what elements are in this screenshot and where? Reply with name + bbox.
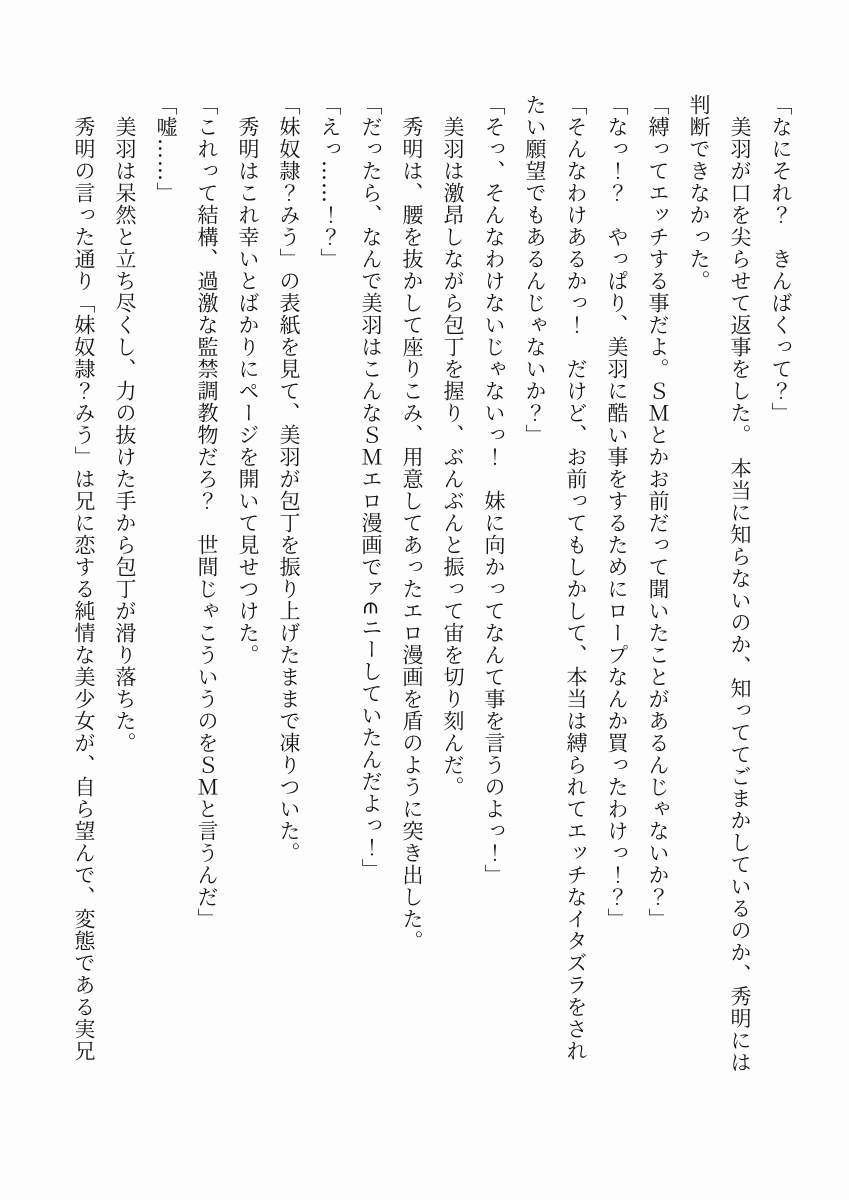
paragraph-4: 「なっ！？ やっぱり、美羽に酷い事をするためにロープなんか買ったわけっ！？」 <box>605 94 629 930</box>
paragraph-7: 美羽は激昂しながら包丁を握り、ぶんぶんと振って宙を切り刻んだ。 <box>441 116 465 798</box>
paragraph-1: 「なにそれ？ きんばくって？」 <box>769 94 793 424</box>
paragraph-9: 「だったら、なんで美羽はこんなＳＭエロ漫画でァ∈ニーしていたんだよっ！」 <box>359 94 383 881</box>
paragraph-12: 秀明はこれ幸いとばかりにページを開いて見せつけた。 <box>236 116 260 666</box>
paragraph-11: 「妹奴隷？みう」の表紙を見て、美羽が包丁を振り上げたままで凍りついた。 <box>277 94 301 864</box>
paragraph-16: 秀明の言った通り「妹奴隷？みう」は兄に恋する純情な美少女が、自ら望んで、変態である実兄 <box>72 116 96 1062</box>
paragraph-5: 「そんなわけあるかっ！ だけど、お前ってもしかして、本当は縛られてエッチなイタズラをされ たい願望でもあるんじゃないか？」 <box>523 94 588 1062</box>
paragraph-15: 美羽は呆然と立ち尽くし、力の抜けた手から包丁が滑り落ちた。 <box>113 116 137 754</box>
paragraph-14: 「嘘……」 <box>154 94 178 204</box>
paragraph-13: 「これって結構、過激な監禁調教物だろ？ 世間じゃこういうのをＳＭと言うんだ」 <box>195 94 219 930</box>
paragraph-10: 「えっ……！？」 <box>318 94 342 270</box>
paragraph-6: 「そっ、そんなわけないじゃないっ！ 妹に向かってなんて事を言うのよっ！」 <box>482 94 506 886</box>
vertical-text-block <box>63 94 801 1114</box>
paragraph-2: 美羽が口を尖らせて返事をした。 本当に知らないのか、知っててごまかしているのか、秀明には 判断できなかった。 <box>687 94 752 1074</box>
paragraph-8: 秀明は、腰を抜かして座りこみ、用意してあったエロ漫画を盾のように突き出した。 <box>400 116 424 952</box>
paragraph-3: 「縛ってエッチする事だよ。ＳＭとかお前だって聞いたことがあるんじゃないか？」 <box>646 94 670 930</box>
